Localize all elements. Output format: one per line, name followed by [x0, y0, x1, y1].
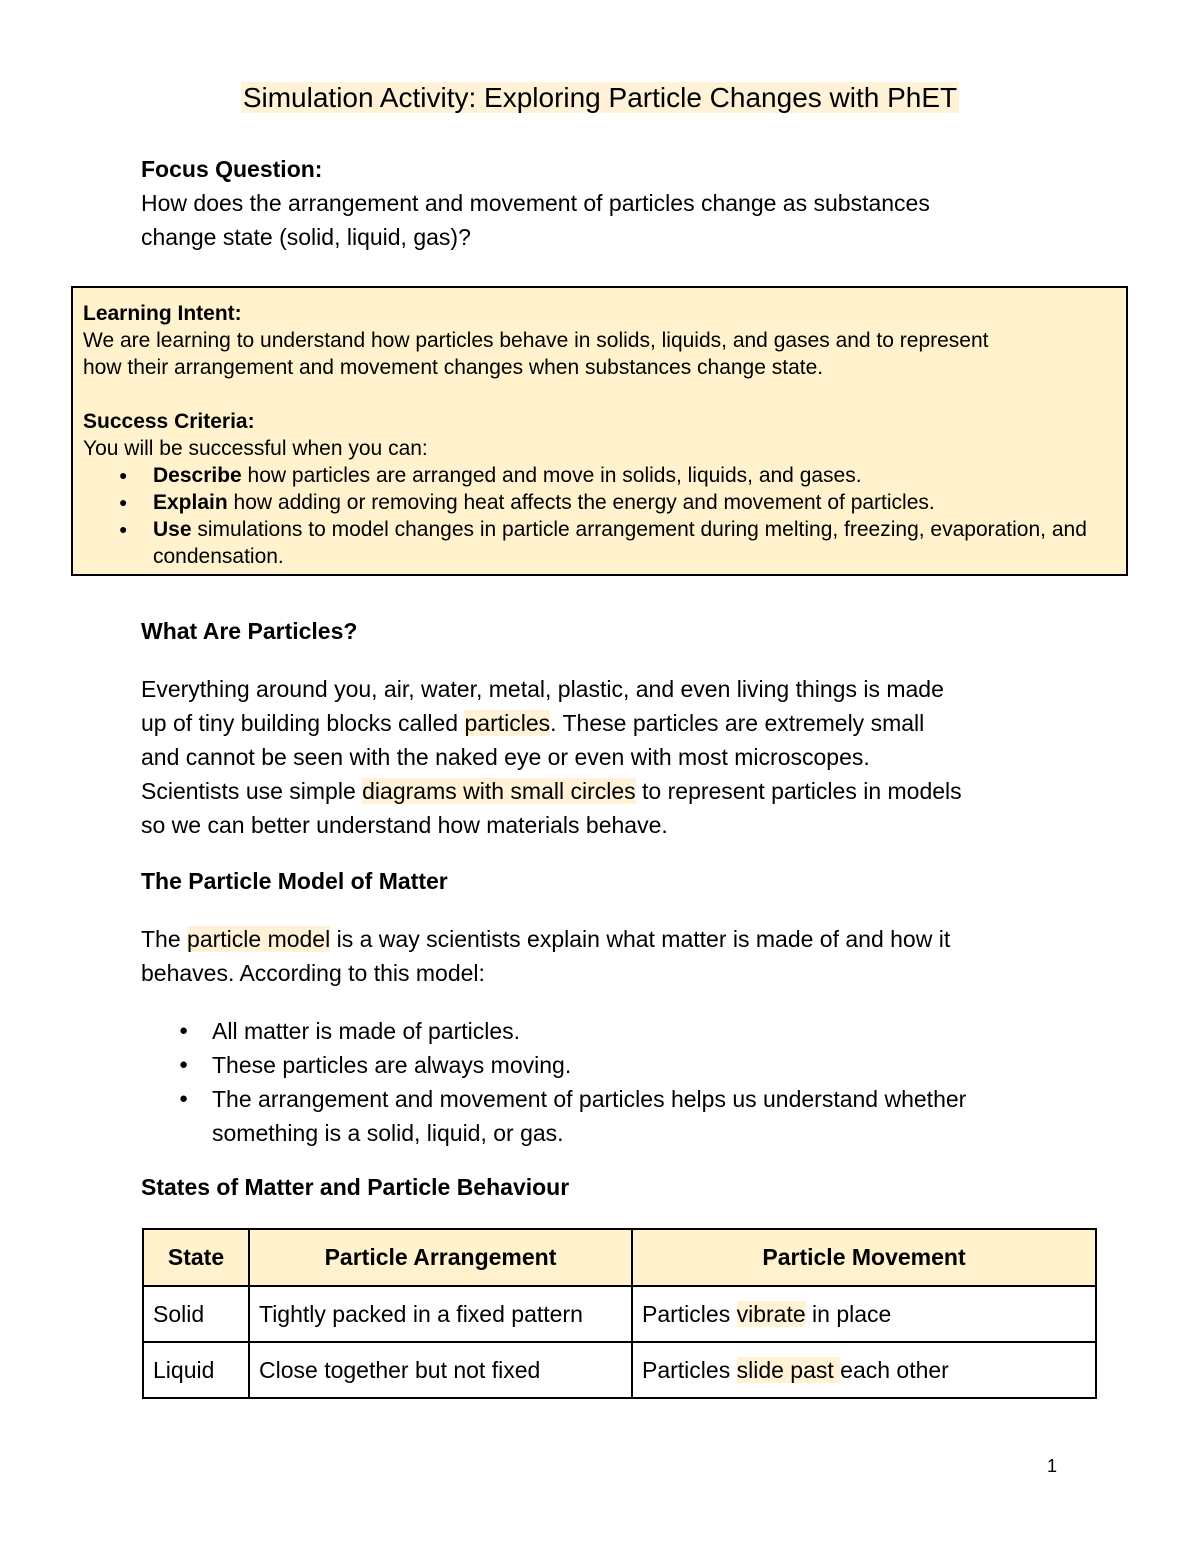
paragraph-line: Scientists use simple diagrams with small circles to represent particles in models: [141, 778, 962, 804]
criteria-item: ● Use simulations to model changes in particle arrangement during melting, freezing, evaporation, and condensation.: [83, 516, 1116, 570]
table-cell: Close together but not fixed: [249, 1342, 632, 1398]
column-header: Particle Movement: [632, 1229, 1096, 1286]
highlighted-term: particles: [464, 710, 551, 736]
list-item: ● The arrangement and movement of particles helps us understand whether something is a solid, liquid, or gas.: [141, 1082, 1072, 1150]
paragraph-line: behaves. According to this model:: [141, 960, 485, 986]
learning-intent-text: how their arrangement and movement changes when substances change state.: [83, 356, 824, 379]
particles-section: [141, 614, 1101, 842]
table-row: [143, 1342, 1096, 1398]
focus-text-line: change state (solid, liquid, gas)?: [141, 224, 471, 250]
model-bullet-list: [141, 1014, 1101, 1150]
success-criteria-label: Success Criteria:: [83, 410, 255, 433]
table-header-row: [143, 1229, 1096, 1286]
paragraph-line: The particle model is a way scientists explain what matter is made of and how it: [141, 926, 951, 952]
section-heading: The Particle Model of Matter: [141, 868, 448, 894]
success-criteria-list: [83, 462, 1116, 570]
page-title: Simulation Activity: Exploring Particle Changes with PhET: [242, 82, 958, 113]
paragraph-line: so we can better understand how materials behave.: [141, 812, 668, 838]
focus-text-line: How does the arrangement and movement of particles change as substances: [141, 190, 930, 216]
section-heading: What Are Particles?: [141, 618, 358, 644]
table-cell: Particles vibrate in place: [632, 1286, 1096, 1342]
highlighted-term: vibrate: [736, 1300, 806, 1327]
highlighted-term: particle model: [187, 926, 331, 952]
column-header: State: [143, 1229, 249, 1286]
highlighted-term: diagrams with small circles: [362, 778, 636, 804]
learning-intent-box: [71, 286, 1128, 576]
highlighted-term: slide past: [736, 1356, 841, 1383]
paragraph-line: and cannot be seen with the naked eye or even with most microscopes.: [141, 744, 870, 770]
table-cell: Particles slide past each other: [632, 1342, 1096, 1398]
success-criteria-intro: You will be successful when you can:: [83, 437, 428, 460]
table-cell: Tightly packed in a fixed pattern: [249, 1286, 632, 1342]
section-heading: States of Matter and Particle Behaviour: [141, 1174, 570, 1200]
list-item: ● All matter is made of particles.: [141, 1014, 1101, 1048]
learning-intent-text: We are learning to understand how particles behave in solids, liquids, and gases and to represent: [83, 329, 989, 352]
criteria-item: ● Explain how adding or removing heat affects the energy and movement of particles.: [83, 489, 1116, 516]
list-item: ● These particles are always moving.: [141, 1048, 1101, 1082]
column-header: Particle Arrangement: [249, 1229, 632, 1286]
table-cell: Liquid: [143, 1342, 249, 1398]
page-number: 1: [1047, 1456, 1058, 1476]
paragraph-line: Everything around you, air, water, metal, plastic, and even living things is made: [141, 676, 944, 702]
paragraph-line: up of tiny building blocks called particles. These particles are extremely small: [141, 710, 925, 736]
table-row: [143, 1286, 1096, 1342]
criteria-item: ● Describe how particles are arranged and move in solids, liquids, and gases.: [83, 462, 1116, 489]
table-cell: Solid: [143, 1286, 249, 1342]
focus-question: [141, 152, 1101, 254]
states-table: [142, 1228, 1097, 1399]
learning-intent-label: Learning Intent:: [83, 302, 242, 325]
states-section: [141, 1170, 1101, 1204]
focus-label: Focus Question:: [141, 156, 323, 182]
particle-model-section: [141, 864, 1101, 1150]
